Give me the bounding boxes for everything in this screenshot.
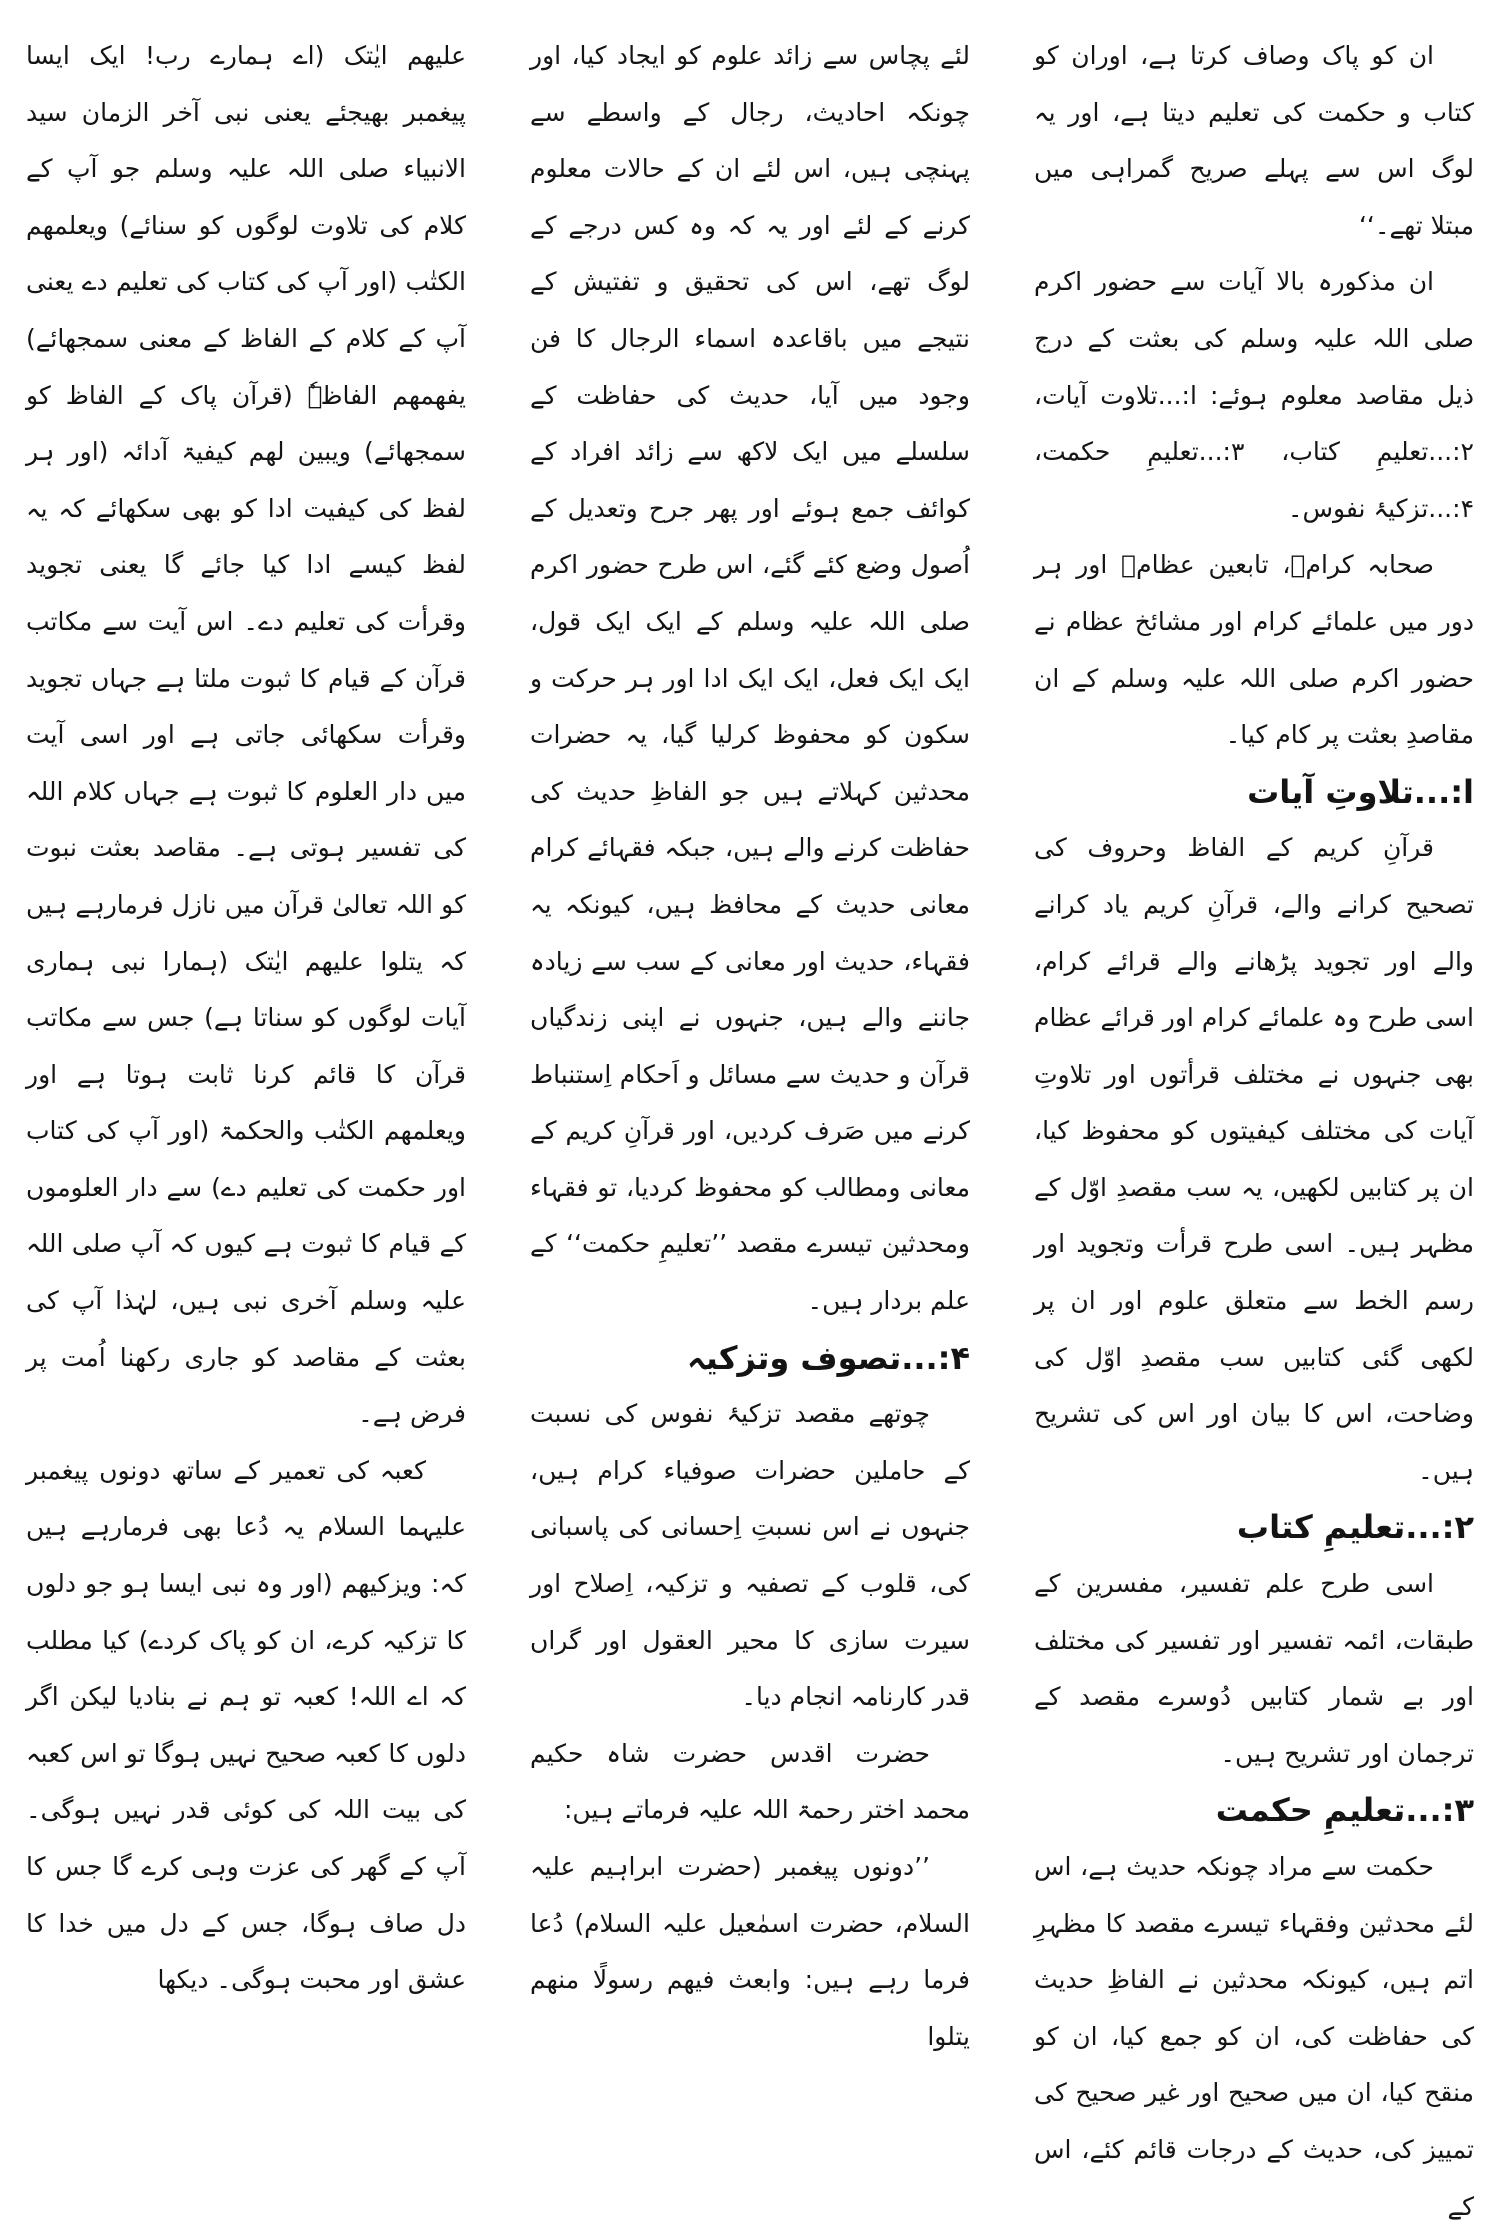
paragraph: صحابہ کرامؓ، تابعین عظامؒ اور ہر دور میں علمائے کرام اور مشائخ عظام نے حضور اکرم صلی اللہ علیہ وسلم کے ان مقاصدِ بعثت پر کام کیا۔ bbox=[1034, 550, 1474, 750]
paragraph: کعبہ کی تعمیر کے ساتھ دونوں پیغمبر علیہما السلام یہ دُعا بھی فرمارہے ہیں کہ: ویزکیھم (اور وہ نبی ایسا ہو جو دلوں کا تزکیہ کرے، ان کو پاک کردے) کیا مطلب کہ اے اللہ! کعبہ تو ہم نے بنادیا لیکن اگر دلوں کا کعبہ صحیح نہیں ہوگا تو اس کعبہ کی بیت اللہ کی کوئی قدر نہیں ہوگی۔ آپ کے گھر کی عزت وہی کرے گا جس کا دل صاف ہوگا، جس کے دل میں خدا کا عشق اور محبت ہوگی۔ دیکھا bbox=[26, 1455, 466, 1995]
paragraph: اسی طرح علم تفسیر، مفسرین کے طبقات، ائمہ تفسیر اور تفسیر کی مختلف اور بے شمار کتابیں دُوسرے مقصد کے ترجمان اور تشریح ہیں۔ bbox=[1034, 1569, 1474, 1768]
column-left bbox=[26, 28, 466, 2188]
column-right bbox=[1034, 28, 1474, 2221]
paragraph: ان مذکورہ بالا آیات سے حضور اکرم صلی اللہ علیہ وسلم کی بعثت کے درج ذیل مقاصد معلوم ہوئے: ا:...تلاوت آیات، ۲:...تعلیمِ کتاب، ۳:...تعلیمِ حکمت، ۴:...تزکیۂ نفوس۔ bbox=[1034, 267, 1474, 523]
paragraph: ’’دونوں پیغمبر (حضرت ابراہیم علیہ السلام، حضرت اسمٰعیل علیہ السلام) دُعا فرما رہے ہیں: وابعث فیھم رسولًا منھم یتلوا bbox=[530, 1852, 970, 2051]
paragraph: حکمت سے مراد چونکہ حدیث ہے، اس لئے محدثین وفقہاء تیسرے مقصد کا مظہرِ اتم ہیں، کیونکہ محدثین نے الفاظِ حدیث کی حفاظت کی، ان کو جمع کیا، ان کو منقح کیا، ان میں صحیح اور غیر صحیح کی تمییز کی، حدیث کے درجات قائم کئے، اس کے bbox=[1034, 1852, 1474, 2221]
section-heading: ۴:...تصوف وتزکیہ bbox=[687, 1338, 970, 1377]
column-middle bbox=[530, 28, 970, 2188]
columns-container bbox=[26, 28, 1474, 2221]
paragraph: حضرت اقدس حضرت شاہ حکیم محمد اختر رحمۃ اللہ علیہ فرماتے ہیں: bbox=[530, 1738, 970, 1825]
paragraph: چوتھے مقصد تزکیۂ نفوس کی نسبت کے حاملین حضرات صوفیاء کرام ہیں، جنہوں نے اس نسبتِ اِحسانی کی پاسبانی کی، قلوب کے تصفیہ و تزکیہ، اِصلاح اور سیرت سازی کا محیر العقول اور گراں قدر کارنامہ انجام دیا۔ bbox=[530, 1399, 970, 1712]
paragraph: ان کو پاک وصاف کرتا ہے، اوران کو کتاب و حکمت کی تعلیم دیتا ہے، اور یہ لوگ اس سے پہلے صریح گمراہی میں مبتلا تھے۔‘‘ bbox=[1034, 41, 1474, 240]
paragraph: علیھم ایٰتک (اے ہمارے رب! ایک ایسا پیغمبر بھیجئے یعنی نبی آخر الزمان سید الانبیاء صلی اللہ علیہ وسلم جو آپ کے کلام کی تلاوت لوگوں کو سنائے) ویعلمھم الکتٰب (اور آپ کی کتاب کی تعلیم دے یعنی آپ کے کلام کے الفاظ کے معنی سمجھائے) یفھمھم الفاظہٗ (قرآن پاک کے الفاظ کو سمجھائے) ویبین لھم کیفیۃ آدائہ (اور ہر لفظ کی کیفیت ادا کو بھی سکھائے کہ یہ لفظ کیسے ادا کیا جائے گا یعنی تجوید وقرأت کی تعلیم دے۔ اس آیت سے مکاتب قرآن کے قیام کا ثبوت ملتا ہے جہاں تجوید وقرأت سکھائی جاتی ہے اور اسی آیت میں دار العلوم کا ثبوت ہے جہاں کلام اللہ کی تفسیر ہوتی ہے۔ مقاصد بعثت نبوت کو اللہ تعالیٰ قرآن میں نازل فرمارہے ہیں کہ یتلوا علیھم ایٰتک (ہمارا نبی ہماری آیات لوگوں کو سناتا ہے) جس سے مکاتب قرآن کا قائم کرنا ثابت ہوتا ہے اور ویعلمھم الکتٰب والحکمۃ (اور آپ کی کتاب اور حکمت کی تعلیم دے) سے دار العلوموں کے قیام کا ثبوت ہے کیوں کہ آپ صلی اللہ علیہ وسلم آخری نبی ہیں، لہٰذا آپ کی بعثت کے مقاصد کو جاری رکھنا اُمت پر فرض ہے۔ bbox=[26, 41, 466, 1429]
section-heading: ۲:...تعلیمِ کتاب bbox=[1236, 1508, 1474, 1547]
paragraph: قرآنِ کریم کے الفاظ وحروف کی تصحیح کرانے والے، قرآنِ کریم یاد کرانے والے اور تجوید پڑھانے والے قرائے کرام، اسی طرح وہ علمائے کرام اور قرائے عظام بھی جنہوں نے مختلف قرأتوں اور تلاوتِ آیات کی مختلف کیفیتوں کو محفوظ کیا، ان پر کتابیں لکھیں، یہ سب مقصدِ اوّل کے مظہر ہیں۔ اسی طرح قرأت وتجوید اور رسم الخط سے متعلق علوم اور ان پر لکھی گئی کتابیں سب مقصدِ اوّل کی وضاحت، اس کا بیان اور اس کی تشریح ہیں۔ bbox=[1034, 833, 1474, 1485]
section-heading: ۳:...تعلیمِ حکمت bbox=[1215, 1791, 1474, 1830]
section-heading: ا:...تلاوتِ آیات bbox=[1247, 772, 1474, 811]
paragraph: لئے پچاس سے زائد علوم کو ایجاد کیا، اور چونکہ احادیث، رجال کے واسطے سے پہنچی ہیں، اس لئے ان کے حالات معلوم کرنے کے لئے اور یہ کہ وہ کس درجے کے لوگ تھے، اس کی تحقیق و تفتیش کے نتیجے میں باقاعدہ اسماء الرجال کا فن وجود میں آیا، حدیث کی حفاظت کے سلسلے میں ایک لاکھ سے زائد افراد کے کوائف جمع ہوئے اور پھر جرح وتعدیل کے اُصول وضع کئے گئے، اس طرح حضور اکرم صلی اللہ علیہ وسلم کے ایک ایک قول، ایک ایک فعل، ایک ایک ادا اور ہر حرکت و سکون کو محفوظ کرلیا گیا، یہ حضرات محدثین کہلاتے ہیں جو الفاظِ حدیث کی حفاظت کرنے والے ہیں، جبکہ فقہائے کرام معانی حدیث کے محافظ ہیں، کیونکہ یہ فقہاء، حدیث اور معانی کے سب سے زیادہ جاننے والے ہیں، جنہوں نے اپنی زندگیاں قرآن و حدیث سے مسائل و اَحکام اِستنباط کرنے میں صَرف کردیں، اور قرآنِ کریم کے معانی ومطالب کو محفوظ کردیا، تو فقہاء ومحدثین تیسرے مقصد ’’تعلیمِ حکمت‘‘ کے علم بردار ہیں۔ bbox=[530, 41, 970, 1316]
